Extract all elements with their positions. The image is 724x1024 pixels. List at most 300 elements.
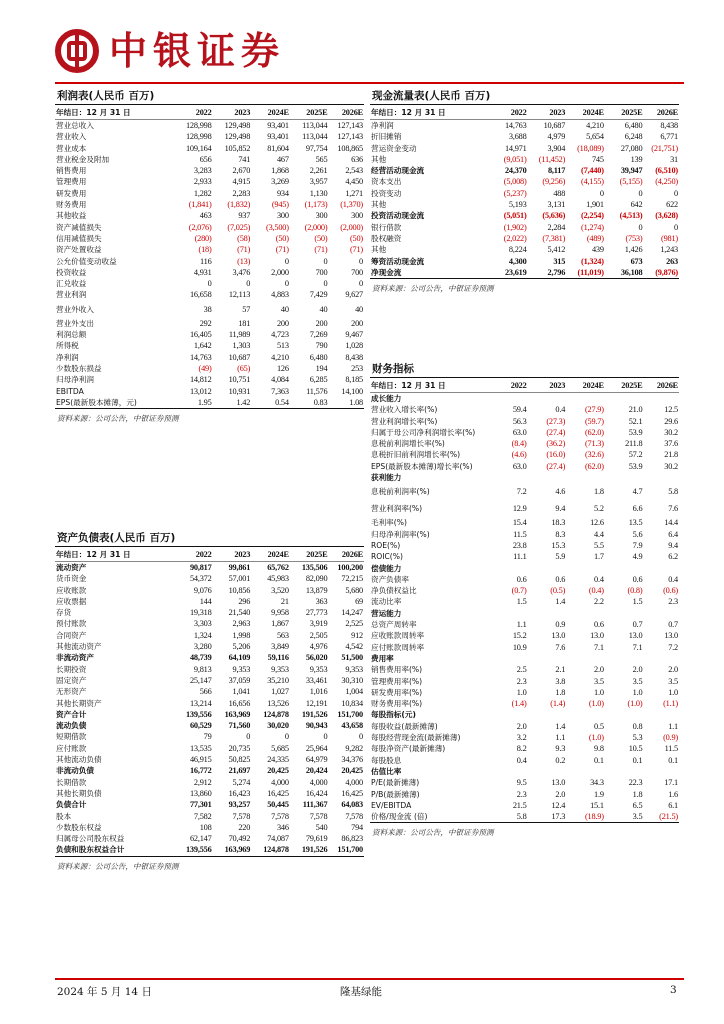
table-row: [55, 188, 364, 199]
row-value: 3.5: [632, 812, 643, 822]
row-value: 1,282: [193, 188, 212, 198]
header-year: 2022: [487, 106, 527, 120]
row-value: 151,700: [337, 845, 363, 855]
row-label: 营运能力: [371, 608, 402, 618]
row-value: 790: [315, 341, 328, 351]
row-value: 1.8: [632, 789, 643, 799]
row-value: [528, 472, 567, 483]
row-value: 700: [315, 267, 328, 277]
row-value: 636: [351, 154, 363, 164]
row-value: (65): [237, 363, 251, 373]
row-label: 资产合计: [56, 709, 87, 719]
row-value: 0: [638, 222, 643, 232]
footer-title: 隆基绿能: [340, 986, 382, 998]
row-value: 0: [246, 279, 251, 289]
row-value: 5.8: [516, 812, 527, 822]
table-row: [370, 500, 679, 517]
header-year: 2025E: [605, 106, 644, 120]
row-value: 14,763: [504, 121, 527, 130]
row-value: 563: [276, 630, 289, 640]
row-value: 2,933: [193, 177, 212, 187]
row-value: 99,861: [228, 563, 251, 572]
row-label: 应收票据: [56, 596, 87, 606]
row-value: 9,627: [345, 290, 363, 300]
row-value: 39,947: [620, 166, 643, 176]
row-value: 13.0: [590, 631, 604, 641]
row-value: 6.1: [668, 800, 678, 810]
row-label: 少数股东权益: [56, 822, 102, 832]
row-value: 21,697: [228, 766, 251, 776]
row-value: 1.0: [516, 687, 527, 697]
row-value: (0.9): [663, 733, 678, 743]
row-value: 1.1: [516, 620, 527, 630]
row-value: 23.8: [512, 540, 527, 550]
row-value: 912: [351, 630, 363, 640]
row-label: 公允价值变动收益: [56, 256, 117, 266]
row-value: 0.83: [313, 397, 328, 407]
row-value: (36.2): [546, 439, 566, 449]
row-value: 700: [351, 267, 363, 277]
income-title: 利润表(人民币 百万): [55, 89, 364, 105]
row-value: (0.4): [588, 586, 604, 596]
row-value: (5,155): [619, 177, 643, 187]
row-value: 7.6: [668, 504, 678, 514]
row-label: EPS(最新股本摊薄，元): [56, 397, 137, 407]
row-value: 5.5: [594, 540, 604, 550]
row-value: [528, 766, 567, 777]
table-row: [370, 709, 679, 720]
row-value: 59.4: [512, 405, 527, 415]
row-value: 467: [276, 154, 289, 164]
row-value: 0.4: [555, 405, 566, 415]
row-value: 934: [276, 188, 289, 198]
row-label: 其他长期资产: [56, 698, 102, 708]
header-year: 2025E: [605, 379, 644, 393]
row-value: 135,506: [301, 563, 328, 572]
table-row: [55, 844, 364, 855]
row-value: 129,498: [224, 121, 251, 130]
row-label: 所得税: [56, 341, 79, 351]
row-value: (4,513): [619, 211, 643, 221]
row-value: 14,812: [189, 375, 212, 385]
row-value: 17.3: [551, 812, 566, 822]
row-value: 181: [238, 318, 251, 328]
row-value: 20,425: [341, 766, 363, 776]
row-value: 300: [315, 211, 328, 221]
row-value: 13.0: [551, 778, 566, 788]
row-value: 0.5: [594, 721, 604, 731]
cashflow-statement: [370, 89, 679, 297]
row-label: 每股收益(最新摊薄): [371, 721, 438, 731]
row-value: 8,438: [345, 352, 363, 362]
footer-rule: [55, 978, 684, 980]
row-value: 12.6: [590, 518, 604, 528]
row-label: 营运资金变动: [371, 143, 417, 153]
row-value: 1.4: [555, 597, 566, 607]
row-value: 40: [319, 304, 328, 314]
table-row: [370, 154, 679, 165]
row-value: 200: [351, 318, 363, 328]
row-value: 0.6: [632, 574, 643, 584]
row-value: 70,492: [228, 834, 251, 844]
row-value: 300: [351, 211, 363, 221]
row-value: [643, 608, 679, 619]
header-label: 年结日：12 月 31 日: [55, 548, 172, 562]
row-label: 息税前利润率(%): [371, 487, 430, 497]
row-value: (1.0): [588, 733, 604, 743]
row-value: 0.7: [632, 620, 643, 630]
row-value: 16,656: [228, 698, 251, 708]
row-value: 7,578: [271, 811, 289, 821]
table-row: [55, 743, 364, 754]
row-value: 163,969: [224, 845, 251, 855]
row-value: 5.2: [594, 504, 604, 514]
row-value: 1.8: [555, 687, 566, 697]
row-value: 9,076: [193, 585, 212, 595]
row-label: 营业收入增长率(%): [371, 405, 438, 415]
table-row: [370, 233, 679, 244]
row-value: 9.8: [594, 744, 604, 754]
row-value: 5,685: [271, 743, 289, 753]
row-value: 745: [591, 154, 604, 164]
row-value: (9,256): [542, 177, 566, 187]
row-value: (0.7): [511, 586, 527, 596]
row-value: (62.0): [584, 427, 604, 437]
table-row: [370, 743, 679, 754]
row-value: 1,998: [232, 630, 251, 640]
table-row: [370, 766, 679, 777]
row-value: 56,020: [305, 653, 328, 663]
row-value: 4,000: [271, 777, 289, 787]
row-value: (7,381): [542, 233, 566, 243]
row-value: 71,560: [228, 721, 251, 731]
row-value: 65,762: [267, 563, 289, 572]
row-value: (1,274): [581, 222, 604, 232]
row-value: 1,027: [271, 687, 289, 697]
row-value: [528, 608, 567, 619]
row-value: 2,283: [232, 188, 251, 198]
row-value: (21,751): [651, 143, 678, 153]
row-value: 97,754: [305, 143, 328, 153]
row-value: 8,117: [547, 166, 566, 176]
row-label: 流动比率: [371, 597, 402, 607]
row-label: P/B(最新摊薄): [371, 789, 420, 799]
table-row: [370, 461, 679, 472]
row-value: 1.8: [594, 487, 604, 497]
row-value: (8.4): [511, 439, 527, 449]
row-value: (2,000): [340, 222, 363, 232]
row-value: 7,578: [232, 811, 251, 821]
row-value: 3,904: [547, 143, 566, 153]
row-value: (2,000): [304, 222, 328, 232]
table-row: [370, 165, 679, 176]
row-value: 9,813: [193, 664, 212, 674]
table-row: [370, 176, 679, 187]
row-value: 108,865: [337, 143, 363, 153]
row-value: 144: [199, 596, 212, 606]
header-rule: [55, 82, 684, 84]
row-value: 15.1: [590, 800, 604, 810]
row-value: 15.4: [512, 518, 527, 528]
row-value: 2.0: [632, 665, 643, 675]
row-label: 应付账款: [56, 743, 87, 753]
row-value: 1,041: [232, 687, 251, 697]
row-value: 21.5: [512, 800, 527, 810]
table-row: [55, 318, 364, 329]
row-value: 10,687: [228, 352, 251, 362]
row-value: 363: [315, 596, 328, 606]
row-value: [643, 766, 679, 777]
row-value: 463: [199, 211, 212, 221]
row-label: 经营活动现金流: [371, 166, 425, 176]
row-value: 0: [599, 188, 604, 198]
header-year: 2022: [487, 379, 527, 393]
row-label: 股权融资: [371, 233, 402, 243]
row-value: 13,012: [189, 386, 212, 396]
row-label: 利润总额: [56, 330, 87, 340]
row-value: 4,000: [345, 777, 363, 787]
row-value: 2.3: [516, 676, 527, 686]
table-header-row: [55, 106, 364, 120]
row-value: (50): [314, 233, 328, 243]
row-value: 63.0: [512, 427, 527, 437]
row-value: (5,008): [503, 177, 527, 187]
row-value: [605, 608, 644, 619]
row-value: (1.4): [550, 699, 566, 709]
row-value: 1,303: [232, 341, 251, 351]
row-label: 净负债权益比: [371, 586, 417, 596]
row-value: 63.0: [512, 461, 527, 471]
row-value: 60,529: [189, 721, 212, 731]
row-value: 566: [199, 687, 212, 697]
table-row: [370, 131, 679, 142]
header-year: 2026E: [328, 106, 364, 120]
row-value: [605, 653, 644, 664]
row-value: 7.2: [516, 487, 527, 497]
row-value: 0: [323, 256, 328, 266]
row-value: (4,155): [581, 177, 604, 187]
table-row: [55, 664, 364, 675]
row-value: 7,429: [309, 290, 328, 300]
table-row: [370, 811, 679, 822]
row-value: 15.2: [512, 631, 527, 641]
row-label: EV/EBITDA: [371, 800, 412, 810]
row-label: 投资收益: [56, 267, 87, 277]
table-row: [370, 596, 679, 607]
row-value: 13.5: [628, 518, 643, 528]
header-year: 2024E: [251, 548, 290, 562]
table-row: [55, 329, 364, 340]
header-year: 2026E: [643, 379, 679, 393]
row-label: EPS(最新股本摊薄)增长率(%): [371, 461, 473, 471]
row-label: 其他: [371, 245, 387, 255]
row-value: 2.2: [594, 597, 604, 607]
row-value: [528, 709, 567, 720]
row-label: 归属母公司股东权益: [56, 834, 125, 844]
table-row: [55, 120, 364, 132]
row-value: 93,401: [267, 121, 289, 130]
row-value: 0: [638, 188, 643, 198]
row-label: 销售费用: [56, 166, 87, 176]
table-row: [55, 618, 364, 629]
row-value: [643, 709, 679, 720]
table-row: [55, 777, 364, 788]
row-value: (9,876): [655, 267, 678, 277]
row-value: 0: [284, 732, 289, 742]
row-value: 105,852: [224, 143, 251, 153]
row-label: 合同资产: [56, 630, 87, 640]
row-value: 346: [276, 822, 289, 832]
table-row: [370, 517, 679, 528]
row-value: 3,280: [193, 642, 212, 652]
row-value: 21: [280, 596, 289, 606]
row-value: 0.4: [594, 574, 604, 584]
row-label: 每股净资产(最新摊薄): [371, 744, 446, 754]
row-value: 34,376: [341, 755, 363, 765]
row-label: 长期借款: [56, 777, 87, 787]
row-label: 其他流动负债: [56, 755, 102, 765]
row-label: 应收账款周转率: [371, 631, 425, 641]
row-value: 8.2: [516, 744, 527, 754]
row-value: 100,200: [337, 563, 363, 572]
row-value: 3.5: [594, 676, 604, 686]
row-value: (50): [275, 233, 289, 243]
row-label: 货币资金: [56, 574, 87, 584]
header-year: 2025E: [290, 548, 329, 562]
table-row: [370, 120, 679, 132]
row-value: 488: [553, 188, 566, 198]
table-row: [370, 244, 679, 255]
row-value: 0: [284, 256, 289, 266]
row-label: ROIC(%): [371, 552, 403, 562]
table-row: [55, 675, 364, 686]
row-value: 56.3: [512, 416, 527, 426]
row-value: 11,989: [228, 330, 251, 340]
row-value: 20,424: [305, 766, 328, 776]
row-value: 25,147: [189, 675, 212, 685]
row-value: 129,498: [224, 132, 251, 142]
row-value: (5,051): [503, 211, 527, 221]
row-value: 1,867: [271, 619, 289, 629]
row-value: (16.0): [546, 450, 566, 460]
row-value: 2,525: [345, 619, 363, 629]
row-value: 673: [630, 256, 643, 266]
table-row: [55, 267, 364, 278]
table-row: [370, 222, 679, 233]
row-value: 3.5: [632, 676, 643, 686]
row-value: 86,823: [341, 834, 363, 844]
row-value: 741: [238, 154, 251, 164]
row-value: 57.2: [628, 450, 643, 460]
row-value: (3,500): [266, 222, 289, 232]
row-value: 64,979: [305, 755, 328, 765]
row-label: 筹资活动现金流: [371, 256, 425, 266]
row-value: 16,425: [267, 788, 289, 798]
row-value: 30.2: [664, 461, 678, 471]
row-value: 21.8: [664, 450, 678, 460]
row-value: 0: [284, 279, 289, 289]
row-value: 16,424: [305, 788, 328, 798]
row-value: 57: [242, 304, 251, 314]
row-label: 投资活动现金流: [371, 211, 425, 221]
row-value: [528, 653, 567, 664]
table-row: [55, 131, 364, 142]
row-value: 54,372: [189, 574, 212, 584]
row-value: 1.42: [236, 397, 251, 407]
row-label: 营业利润率(%): [371, 504, 423, 514]
row-label: 非流动负债: [56, 766, 94, 776]
row-value: 7,363: [271, 386, 289, 396]
row-value: 9,353: [271, 664, 289, 674]
row-value: [528, 393, 567, 405]
table-row: [55, 165, 364, 176]
row-value: 0.7: [668, 620, 678, 630]
table-row: [370, 199, 679, 210]
row-value: 25,964: [305, 743, 328, 753]
row-value: 1.1: [668, 721, 678, 731]
row-value: 0: [359, 732, 363, 742]
row-value: (3,628): [655, 211, 678, 221]
row-value: 7,578: [309, 811, 328, 821]
row-label: 营业税金及附加: [56, 154, 110, 164]
row-label: 存货: [56, 608, 72, 618]
row-value: 1,868: [271, 166, 289, 176]
table-row: [55, 363, 364, 374]
row-value: (18.9): [584, 812, 604, 822]
table-row: [370, 630, 679, 641]
table-row: [55, 301, 364, 318]
row-value: 79,619: [305, 834, 328, 844]
row-value: 46,915: [189, 755, 212, 765]
row-value: 540: [315, 822, 328, 832]
row-value: 51,500: [341, 653, 363, 663]
table-row: [370, 732, 679, 743]
row-value: [605, 472, 644, 483]
row-value: 1.6: [668, 789, 678, 799]
brand-name: 中银证券: [109, 29, 286, 73]
bank-of-china-logo-icon: [55, 29, 99, 73]
balance-table: [55, 548, 364, 856]
row-value: 10,687: [543, 121, 566, 130]
row-label: 费用率: [371, 653, 394, 663]
row-value: 53.9: [628, 427, 643, 437]
row-value: 1.0: [632, 687, 643, 697]
row-value: (981): [661, 233, 678, 243]
table-row: [55, 386, 364, 397]
table-row: [370, 585, 679, 596]
header-year: 2023: [528, 379, 567, 393]
row-value: 23,619: [504, 267, 527, 277]
row-value: [566, 709, 605, 720]
row-value: 1,243: [660, 245, 678, 255]
row-value: [487, 709, 527, 720]
row-value: (945): [271, 200, 289, 210]
row-value: 109,164: [185, 143, 212, 153]
row-value: 16,405: [189, 330, 212, 340]
row-value: 2,670: [232, 166, 251, 176]
row-value: 3,849: [271, 642, 289, 652]
row-value: 53.9: [628, 461, 643, 471]
row-value: 13,860: [189, 788, 212, 798]
row-value: 0.6: [516, 574, 527, 584]
header-year: 2024E: [566, 379, 605, 393]
table-row: [370, 653, 679, 664]
row-value: [528, 563, 567, 574]
row-value: 11.1: [513, 552, 527, 562]
row-value: 13,214: [189, 698, 212, 708]
table-row: [55, 374, 364, 385]
row-value: 565: [315, 154, 328, 164]
